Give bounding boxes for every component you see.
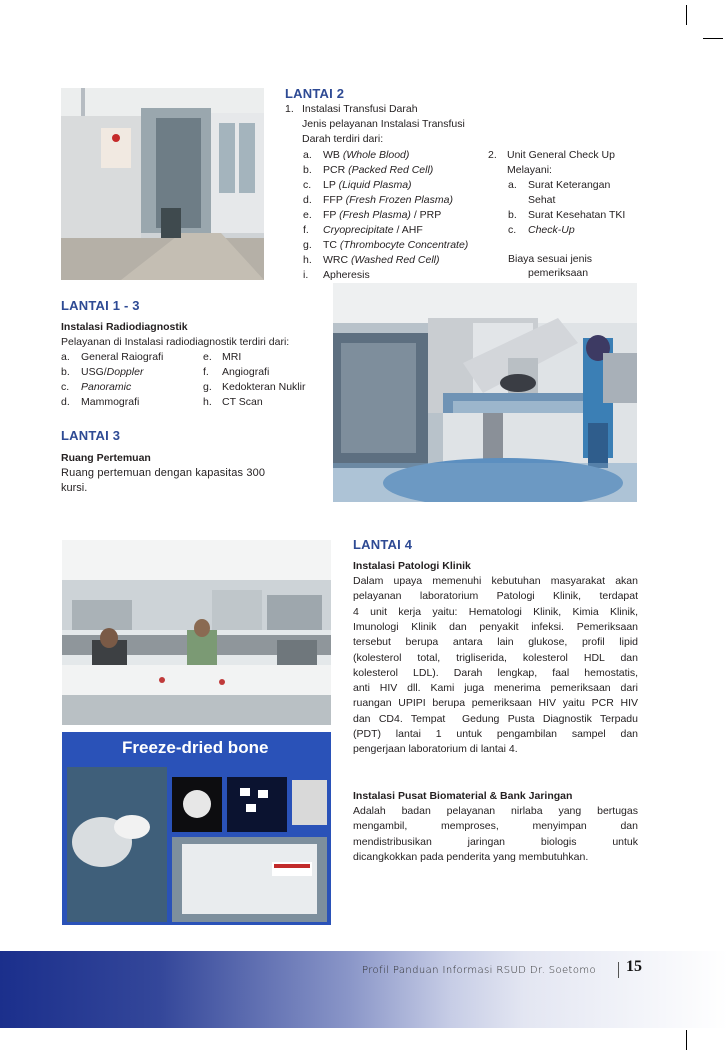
- crop-mark: [703, 38, 723, 39]
- list-item-abbr: FP: [323, 209, 337, 221]
- list-item: [323, 148, 409, 163]
- lantai3-heading: LANTAI 3: [61, 428, 121, 443]
- lantai2-item2-letter: a.: [508, 179, 517, 191]
- list-item-abbr: WB: [323, 149, 340, 161]
- list-item-full: (Fresh Frozen Plasma): [345, 194, 453, 206]
- list-letter: d.: [61, 396, 70, 408]
- paragraph-line: pengerjaan laboratorium di lantai 4.: [353, 743, 518, 756]
- list-letter: a.: [303, 149, 312, 161]
- lantai2-item2-num: 2.: [488, 149, 497, 161]
- list-item: [323, 268, 370, 283]
- list-letter: h.: [203, 396, 212, 408]
- paragraph-line: Imunologi Klinik dan penyakit infeksi. Pemeriksaan: [353, 620, 638, 633]
- lantai2-item2-sub: Melayani:: [507, 164, 552, 176]
- list-letter: c.: [61, 381, 70, 393]
- crop-mark: [686, 5, 687, 25]
- list-item: [222, 350, 241, 365]
- list-item-text: Mammografi: [81, 396, 140, 408]
- lantai2-item2-a: Sehat: [528, 194, 556, 206]
- list-item-full: (Liquid Plasma): [338, 179, 412, 191]
- lantai2-item2-a: Surat Keterangan: [528, 179, 611, 191]
- list-item-text: MRI: [222, 351, 242, 363]
- lantai4-patologi-title: Instalasi Patologi Klinik: [353, 560, 471, 572]
- list-item: [222, 395, 263, 410]
- lantai2-biaya: pemeriksaan: [528, 267, 589, 279]
- list-item-abbr: WRC: [323, 254, 349, 266]
- paragraph-line: mengambil, memproses, menyimpan dan: [353, 820, 638, 833]
- lantai3-text: kursi.: [61, 482, 88, 494]
- list-item-text: CT Scan: [222, 396, 263, 408]
- list-item-abbr: TC: [323, 239, 337, 251]
- lantai13-subtitle: Instalasi Radiodiagnostik: [61, 321, 188, 333]
- list-item-abbr: FFP: [323, 194, 343, 206]
- list-item-full: (Whole Blood): [342, 149, 410, 161]
- paragraph-line: ruangan UPIPI berupa pemeriksaan HIV yaitu PCR HIV: [353, 697, 638, 710]
- lantai2-item1-desc: Darah terdiri dari:: [302, 133, 384, 145]
- list-letter: f.: [303, 224, 309, 236]
- lantai2-item2-b: Surat Kesehatan TKI: [528, 209, 626, 221]
- paragraph-line: (kolesterol total, trigliserida, kolesterol HDL dan: [353, 651, 638, 664]
- list-item-full: (Thrombocyte Concentrate): [339, 239, 469, 251]
- list-item-full: (Packed Red Cell): [348, 164, 434, 176]
- list-item-full: (Fresh Plasma): [339, 209, 411, 221]
- paragraph-line: pelayanan laboratorium Patologi Klinik, terdapat: [353, 590, 638, 603]
- list-item: [222, 380, 305, 395]
- lantai2-item1-num: 1.: [285, 103, 294, 115]
- lantai2-item2-letter: c.: [508, 224, 517, 236]
- lantai2-biaya: Biaya sesuai jenis: [508, 253, 593, 265]
- list-item-text: General Raiografi: [81, 351, 164, 363]
- paragraph-line: Adalah badan pelayanan nirlaba yang bertugas: [353, 805, 638, 817]
- paragraph-line: dicangkokkan pada penderita yang membutuhkan.: [353, 850, 589, 863]
- list-item-italic: Panoramic: [81, 381, 132, 393]
- list-item: [81, 380, 131, 395]
- photo-laboratory: [62, 540, 331, 725]
- photo-corridor: [61, 88, 264, 280]
- list-item: [81, 350, 163, 365]
- list-item: [323, 193, 453, 208]
- paragraph-line: kolesterol LDL). Darah lengkap, faal hemostatis,: [353, 666, 638, 679]
- photo-radiology: [333, 283, 637, 502]
- list-item-suffix: / AHF: [393, 224, 423, 236]
- lantai4-heading: LANTAI 4: [353, 537, 413, 552]
- paragraph-line: anti HIV dll. Kami juga menerima pemeriksaan dari: [353, 682, 638, 695]
- list-letter: b.: [303, 164, 312, 176]
- lantai13-heading: LANTAI 1 - 3: [61, 298, 140, 313]
- paragraph-line: 4 unit kerja yaitu: Hematologi Klinik, Kimia Klinik,: [353, 605, 638, 618]
- list-item: [323, 178, 412, 193]
- freeze-dried-caption: Freeze-dried bone: [122, 738, 269, 757]
- list-item: [323, 223, 423, 238]
- lantai2-item2-letter: b.: [508, 209, 517, 221]
- lantai2-item1-desc: Jenis pelayanan Instalasi Transfusi: [302, 118, 465, 130]
- list-letter: e.: [203, 351, 212, 363]
- footer-title: Profil Panduan Informasi RSUD Dr. Soetomo: [362, 965, 597, 976]
- footer-separator: [618, 962, 619, 978]
- crop-mark: [686, 1030, 687, 1050]
- list-item-italic: Doppler: [106, 366, 144, 378]
- list-item-text: Kedokteran Nuklir: [222, 381, 306, 393]
- list-item-text: Angiografi: [222, 366, 270, 378]
- list-item-abbr: Apheresis: [323, 269, 370, 281]
- lantai2-item2-title: Unit General Check Up: [507, 149, 615, 161]
- list-letter: g.: [203, 381, 212, 393]
- list-item: [323, 208, 441, 223]
- list-item-abbr: LP: [323, 179, 336, 191]
- lantai4-biomaterial-title: Instalasi Pusat Biomaterial & Bank Jaringan: [353, 790, 573, 802]
- lantai2-item2-c: Check-Up: [528, 224, 575, 236]
- list-item: [81, 365, 143, 380]
- list-item-abbr: PCR: [323, 164, 346, 176]
- page-number: 15: [626, 958, 642, 975]
- list-letter: g.: [303, 239, 312, 251]
- lantai3-subtitle: Ruang Pertemuan: [61, 452, 151, 464]
- list-letter: e.: [303, 209, 312, 221]
- list-item: [81, 395, 139, 410]
- list-item-text: USG/: [81, 366, 107, 378]
- list-letter: b.: [61, 366, 70, 378]
- lantai2-heading: LANTAI 2: [285, 86, 345, 101]
- list-item: [323, 163, 433, 178]
- paragraph-line: mendistribusikan jaringan biologis untuk: [353, 835, 638, 848]
- list-letter: d.: [303, 194, 312, 206]
- list-item-full: (Washed Red Cell): [351, 254, 440, 266]
- paragraph-line: Dalam upaya memenuhi kebutuhan masyarakat akan: [353, 575, 638, 587]
- list-item-suffix: / PRP: [410, 209, 442, 221]
- photo-freeze-dried-bone: [62, 732, 331, 925]
- list-item: [222, 365, 269, 380]
- list-letter: a.: [61, 351, 70, 363]
- list-item-full: Cryoprecipitate: [323, 224, 394, 236]
- list-item: [323, 238, 468, 253]
- paragraph-line: (PDT) lantai 1 untuk pengambilan sampel dan: [353, 728, 638, 740]
- list-letter: c.: [303, 179, 312, 191]
- list-letter: h.: [303, 254, 312, 266]
- lantai13-intro: Pelayanan di Instalasi radiodiagnostik terdiri dari:: [61, 336, 290, 348]
- paragraph-line: dan CD4. Tempat Gedung Pusta Diagnostik Terpadu: [353, 712, 638, 725]
- list-letter: f.: [203, 366, 209, 378]
- list-letter: i.: [303, 269, 309, 281]
- list-item: [323, 253, 440, 268]
- paragraph-line: tersebut berupa antara lain glukose, profil lipid: [353, 636, 638, 649]
- lantai3-text: Ruang pertemuan dengan kapasitas 300: [61, 467, 266, 479]
- lantai2-item1-title: Instalasi Transfusi Darah: [302, 103, 418, 115]
